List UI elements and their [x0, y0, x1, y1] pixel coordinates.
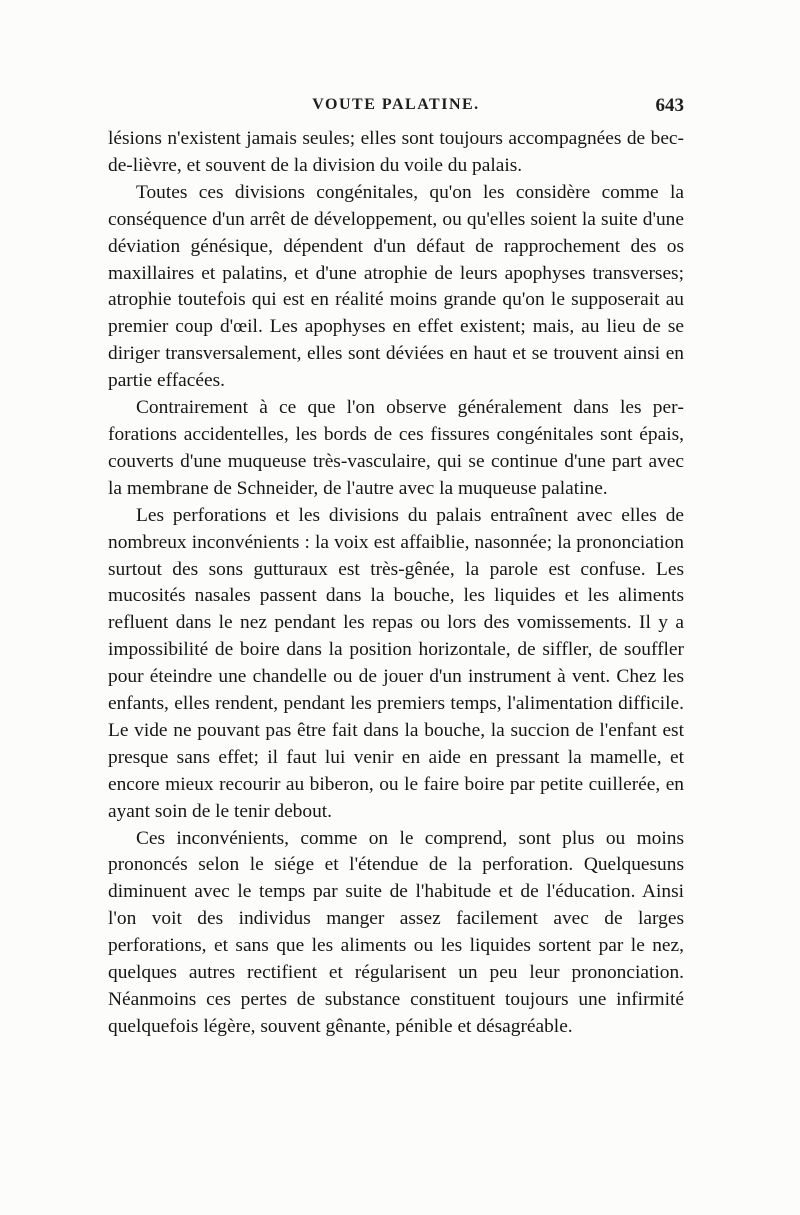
running-head [108, 96, 684, 122]
paragraph: Toutes ces divisions congénitales, qu'on les considère comme la conséquence d'un arrêt de développement, ou qu'elles soient la suite d'une déviation génésique, dépendent d'un défaut de rapprochement des os maxillaires et palatins, et d'une atrophie de leurs apophyses transverses; atrophie toutefois qui est en réalité moins grande qu'on le supposerait au premier coup d'œil. Les apophyses en effet existent; mais, au lieu de se diriger transversalement, elles sont déviées en haut et se trouvent ainsi en partie effacées. [108, 181, 684, 392]
paragraph-continued: lésions n'existent jamais seules; elles sont toujours accompagnées de bec-de-lièvre, et souvent de la division du voile du palais. [108, 128, 684, 176]
paragraph: Les perforations et les divisions du palais entraînent avec elles de nombreux inconvénients : la voix est affaiblie, nasonnée; la prononciation surtout des sons gutturaux est très-gênée, la parole est confuse. Les mucosités nasales passent dans la bouche, les liquides et les aliments refluent dans le nez pendant les repas ou lors des vomissements. Il y a impossibilité de boire dans la position horizontale, de siffler, de souffler pour éteindre une chandelle ou de jouer d'un instrument à vent. Chez les enfants, elles rendent, pendant les premiers temps, l'alimentation difficile. Le vide ne pouvant pas être fait dans la bouche, la succion de l'enfant est presque sans effet; il faut lui venir en aide en pressant la mamelle, et encore mieux recourir au biberon, ou le faire boire par petite cuillerée, en ayant soin de le tenir debout. [108, 504, 684, 822]
page-number: 643 [655, 95, 684, 116]
running-title: VOUTE PALATINE. [312, 96, 480, 113]
paragraph: Ces inconvénients, comme on le comprend, sont plus ou moins prononcés selon le siége et l'étendue de la perforation. Quelquesuns diminuent avec le temps par suite de l'habitude et de l'éducation. Ainsi l'on voit des individus manger assez facilement avec de larges perforations, et sans que les aliments ou les liquides sortent par le nez, quelques autres rectifient et régularisent un peu leur prononciation. Néanmoins ces pertes de substance constituent toujours une infirmité quelquefois légère, souvent gênante, pénible et désagréable. [108, 827, 684, 1037]
paragraph: Contrairement à ce que l'on observe généralement dans les perforations accidentelles, les bords de ces fissures congénitales sont épais, couverts d'une muqueuse très-vasculaire, qui se continue d'une part avec la membrane de Schneider, de l'autre avec la muqueuse palatine. [108, 397, 684, 499]
body-text [108, 126, 684, 1041]
